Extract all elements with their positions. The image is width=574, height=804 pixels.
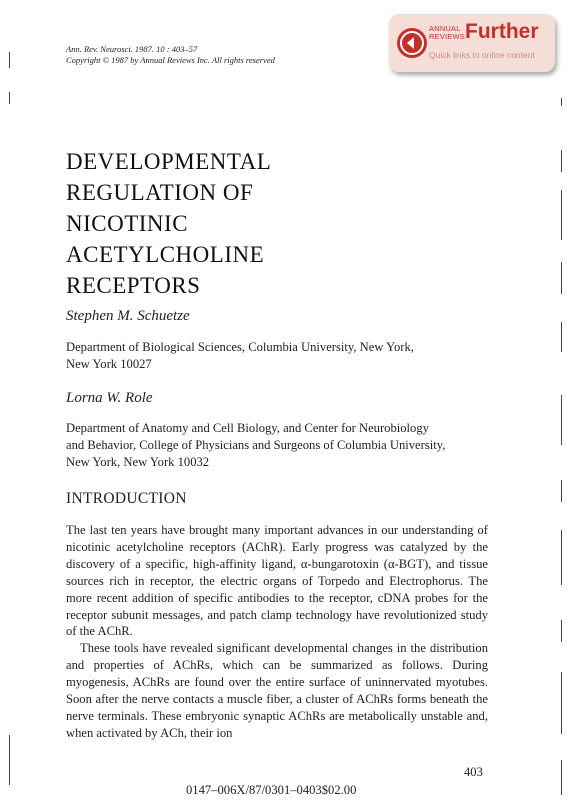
- paragraph: The last ten years have brought many important advances in our understanding of nicotinic acetylcholine receptors (AChR). Early progress was catalyzed by the discovery of a specific, high-affinity ligand, α-bungarotoxin (α-BGT), and tissue sources rich in receptor, the electric organs of Torpedo and Electrophorus. The more recent addition of specific antibodies to the receptor, cDNA probes for the receptor subunit messages, and patch clamp technology have revolutionized study of the AChR.: [66, 523, 488, 639]
- title-line: ACETYLCHOLINE: [66, 242, 265, 267]
- badge-subtitle: Quick links to online content: [429, 50, 535, 60]
- author-name: Stephen M. Schuetze: [66, 308, 190, 324]
- affiliation-line: New York, New York 10032: [66, 455, 210, 469]
- scan-margin-mark: [561, 322, 562, 352]
- document-code: 0147–006X/87/0301–0403$02.00: [186, 783, 357, 797]
- scan-margin-mark: [561, 530, 562, 585]
- citation-line-1: Ann. Rev. Neurosci. 1987. 10 : 403–57: [66, 44, 198, 54]
- author-name: Lorna W. Role: [66, 390, 153, 406]
- article-title: [66, 146, 271, 301]
- affiliation-line: and Behavior, College of Physicians and Surgeons of Columbia University,: [66, 438, 446, 452]
- badge-annual-text: ANNUAL: [429, 24, 461, 33]
- badge-reviews-text: REVIEWS: [429, 32, 465, 41]
- author-affiliation: [66, 420, 445, 471]
- play-arrow-icon: [397, 28, 427, 58]
- author-affiliation: [66, 339, 414, 373]
- title-line: RECEPTORS: [66, 273, 201, 298]
- scan-margin-mark: [561, 620, 562, 642]
- section-heading: INTRODUCTION: [66, 490, 187, 507]
- title-line: NICOTINIC: [66, 211, 189, 236]
- title-line: REGULATION OF: [66, 180, 254, 205]
- scan-margin-mark: [9, 52, 10, 68]
- scan-margin-mark: [561, 262, 562, 294]
- body-text: [66, 522, 488, 742]
- scan-margin-mark: [9, 92, 10, 104]
- affiliation-line: New York 10027: [66, 357, 152, 371]
- scan-margin-mark: [561, 395, 562, 445]
- scan-margin-mark: [561, 150, 562, 172]
- journal-citation: [66, 44, 275, 66]
- affiliation-line: Department of Biological Sciences, Columbia University, New York,: [66, 340, 414, 354]
- page-number: 403: [464, 765, 483, 779]
- scan-margin-mark: [561, 190, 562, 240]
- scan-margin-mark: [9, 735, 10, 785]
- scan-margin-mark: [561, 480, 562, 502]
- scan-margin-mark: [561, 98, 562, 106]
- badge-further-text: Further: [465, 20, 539, 43]
- scan-margin-mark: [561, 760, 562, 795]
- affiliation-line: Department of Anatomy and Cell Biology, and Center for Neurobiology: [66, 421, 429, 435]
- paragraph: These tools have revealed significant developmental changes in the distribution and properties of AChRs, which can be summarized as follows. During myogenesis, AChRs are found over the entire surface of uninnervated myotubes. Soon after the nerve contacts a muscle fiber, a cluster of AChRs forms beneath the nerve terminals. These embryonic synaptic AChRs are metabolically unstable and, when activated by ACh, their ion: [66, 641, 488, 740]
- citation-line-2: Copyright © 1987 by Annual Reviews Inc. All rights reserved: [66, 55, 275, 65]
- annual-reviews-wordmark: [429, 25, 465, 41]
- scan-margin-mark: [561, 672, 562, 734]
- title-line: DEVELOPMENTAL: [66, 149, 272, 174]
- further-links-badge[interactable]: [389, 14, 555, 72]
